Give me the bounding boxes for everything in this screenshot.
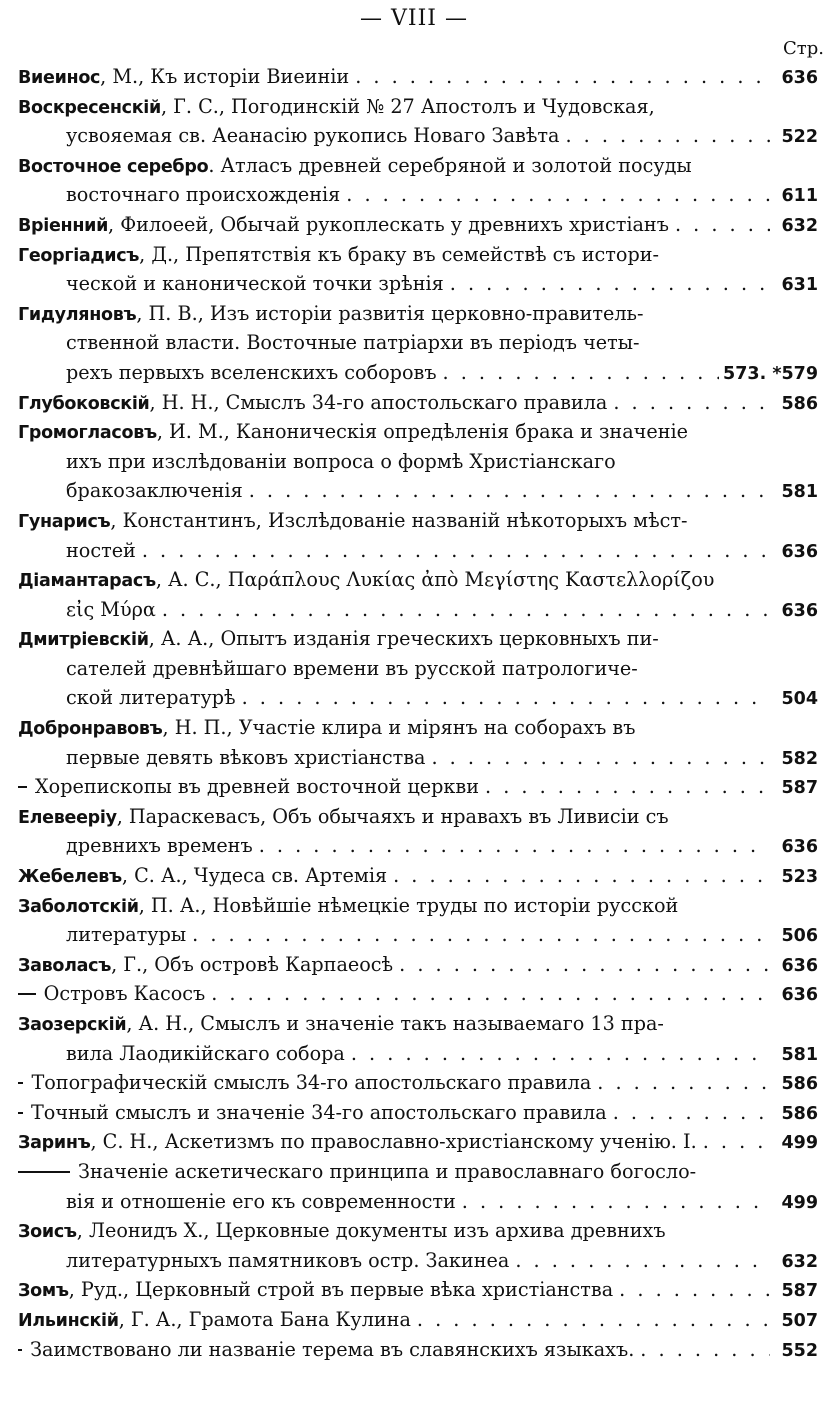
page-number: 499 xyxy=(781,1192,818,1213)
entry-author: Георгiадисъ xyxy=(18,245,140,266)
entry-title-continuation: ческой и канонической точки зрѣнiя xyxy=(66,272,444,296)
index-entries xyxy=(18,62,818,1364)
page-number: 522 xyxy=(781,127,818,148)
entry-title: Хорепископы въ древней восточной церкви xyxy=(35,775,480,799)
entry-first-line xyxy=(18,1216,818,1246)
index-entry xyxy=(18,1305,818,1335)
page-number: 587 xyxy=(781,1281,818,1302)
dot-leader xyxy=(259,831,770,861)
page-number: 631 xyxy=(781,275,818,296)
entry-author: Гунарисъ xyxy=(18,511,111,532)
page-number: 573. *579 xyxy=(723,363,818,384)
entry-first-line xyxy=(18,151,818,181)
dot-leader xyxy=(675,210,770,240)
page-number: 636 xyxy=(781,985,818,1006)
index-entry xyxy=(18,802,818,861)
entry-continuation-line xyxy=(18,743,818,773)
index-entry xyxy=(18,1275,818,1305)
page-number: 499 xyxy=(781,1133,818,1154)
entry-title-continuation: первые девять вѣковъ христiанства xyxy=(66,745,426,769)
entry-continuation-line xyxy=(18,920,818,950)
entry-continuation-line xyxy=(18,121,818,151)
page-number: 636 xyxy=(781,68,818,88)
entry-title: , Г. С., Погодинскiй № 27 Апостолъ и Чудовская, xyxy=(160,94,655,118)
index-entry xyxy=(18,240,818,299)
index-entry xyxy=(18,506,818,565)
index-entry xyxy=(18,891,818,950)
index-entry xyxy=(18,151,818,210)
page-column-label: Стр. xyxy=(783,38,824,59)
entry-first-line xyxy=(18,417,818,447)
entry-title-continuation: ихъ при изслѣдованiи вопроса о формѣ Христiанскаго xyxy=(66,449,616,473)
entry-title: , П. В., Изъ исторiи развитiя церковно-правитель- xyxy=(136,301,644,325)
entry-title-continuation: ственной власти. Восточные патрiархи въ перiодъ четы- xyxy=(66,331,640,355)
entry-first-line xyxy=(18,92,818,122)
entry-author: Заболотскiй xyxy=(18,896,139,917)
entry-first-line xyxy=(18,1335,818,1365)
dot-leader xyxy=(613,1098,770,1128)
entry-title: , А. Н., Смыслъ и значенiе такъ называемаго 13 пра- xyxy=(126,1012,664,1035)
page-number: 504 xyxy=(781,689,818,710)
dot-leader xyxy=(142,536,770,566)
entry-author: Громогласовъ xyxy=(18,423,157,444)
dot-leader xyxy=(443,358,720,388)
entry-first-line xyxy=(18,388,818,418)
entry-title: , Н. Н., Смыслъ 34-го апостольскаго правила xyxy=(149,390,608,414)
dot-leader xyxy=(613,388,770,418)
entry-continuation-line xyxy=(18,358,818,388)
entry-title-continuation: восточнаго происхожденiя xyxy=(66,183,341,207)
page-number: 636 xyxy=(781,600,818,621)
page-number: 552 xyxy=(781,1340,818,1361)
entry-first-line xyxy=(18,772,818,802)
index-entry xyxy=(18,1335,818,1365)
entry-title-continuation: бракозаключенiя xyxy=(66,479,243,503)
dot-leader xyxy=(211,979,770,1009)
entry-first-line xyxy=(18,624,818,654)
dot-leader xyxy=(640,1335,770,1365)
entry-author: Заозерскiй xyxy=(18,1015,127,1035)
entry-author: Зомъ xyxy=(18,1281,69,1302)
dot-leader xyxy=(703,1127,770,1157)
entry-continuation-line xyxy=(18,1039,818,1069)
page-number: 632 xyxy=(781,1251,818,1272)
entry-title: Значенiе аскетическаго принципа и православнаго богосло- xyxy=(78,1159,697,1183)
dot-leader xyxy=(597,1068,770,1098)
entry-title: , Д., Препятствiя къ браку въ семействѣ съ истори- xyxy=(139,242,659,266)
entry-first-line xyxy=(18,713,818,743)
index-entry xyxy=(18,772,818,802)
page-number: 581 xyxy=(781,482,818,503)
page-number: 632 xyxy=(781,215,818,236)
entry-continuation-line xyxy=(18,654,818,684)
dot-leader xyxy=(249,476,770,506)
index-entry xyxy=(18,713,818,772)
entry-first-line xyxy=(18,891,818,921)
entry-first-line xyxy=(18,861,818,891)
entry-title: , А. А., Опытъ изданiя греческихъ церковныхъ пи- xyxy=(148,627,659,651)
dot-leader xyxy=(393,861,770,891)
entry-title: Топографическiй смыслъ 34-го апостольскаго правила xyxy=(31,1071,592,1095)
entry-continuation-line xyxy=(18,476,818,506)
entry-title: , Г., Объ островѣ Карпаеосѣ xyxy=(111,952,394,976)
entry-author: Гидуляновъ xyxy=(18,304,137,325)
entry-continuation-line xyxy=(18,1187,818,1217)
entry-first-line xyxy=(18,1275,818,1305)
page-number: 581 xyxy=(781,1044,818,1065)
entry-first-line xyxy=(18,1127,818,1157)
entry-title: , Леонидъ Х., Церковные документы изъ архива древнихъ xyxy=(76,1219,666,1243)
entry-author: Ильинскiй xyxy=(18,1310,119,1331)
dot-leader xyxy=(619,1275,770,1305)
index-entry xyxy=(18,210,818,240)
index-entry xyxy=(18,861,818,891)
page-number: 636 xyxy=(781,837,818,858)
index-entry xyxy=(18,1157,818,1216)
entry-continuation-line xyxy=(18,328,818,358)
entry-first-line xyxy=(18,506,818,536)
entry-title-continuation: сателей древнѣйшаго времени въ русской патрологиче- xyxy=(66,656,638,680)
entry-author: Заволасъ xyxy=(18,955,112,976)
dot-leader xyxy=(431,743,770,773)
entry-continuation-line xyxy=(18,536,818,566)
entry-title: , П. А., Новѣйшiе нѣмецкiе труды по исторiи русской xyxy=(138,893,679,917)
entry-first-line xyxy=(18,1305,818,1335)
dot-leader xyxy=(346,180,770,210)
entry-title-continuation: ской литературѣ xyxy=(66,686,236,710)
entry-continuation-line xyxy=(18,1246,818,1276)
entry-first-line xyxy=(18,299,818,329)
entry-continuation-line xyxy=(18,683,818,713)
entry-author: Добронравовъ xyxy=(18,719,163,740)
entry-first-line xyxy=(18,565,818,595)
entry-title: Точный смыслъ и значенiе 34-го апостольскаго правила xyxy=(30,1100,607,1124)
page-number: 523 xyxy=(781,867,818,888)
dot-leader xyxy=(242,683,770,713)
entry-title: , Константинъ, Изслѣдованiе названiй нѣкоторыхъ мѣст- xyxy=(110,508,688,532)
page-number: 507 xyxy=(781,1310,818,1331)
index-entry xyxy=(18,950,818,980)
dot-leader xyxy=(399,950,770,980)
entry-title: , Н. П., Участiе клира и мiрянъ на соборахъ въ xyxy=(162,716,636,740)
ditto-dash xyxy=(18,993,36,995)
index-entry xyxy=(18,979,818,1009)
entry-title-continuation: вила Лаодикiйскаго собора xyxy=(66,1041,345,1065)
page-number: 586 xyxy=(781,1103,818,1124)
dot-leader xyxy=(565,121,770,151)
page-number: 582 xyxy=(781,748,818,769)
entry-author: Виеинос xyxy=(18,68,101,88)
entry-first-line xyxy=(18,979,818,1009)
dot-leader xyxy=(192,920,770,950)
entry-author: Врiенний xyxy=(18,215,109,236)
entry-title-continuation: вiя и отношенiе его къ современности xyxy=(66,1189,456,1213)
entry-author: Дмитрiевскiй xyxy=(18,630,149,651)
page-header: — VIII — xyxy=(360,6,468,31)
page-number: 506 xyxy=(781,926,818,947)
dot-leader xyxy=(462,1187,770,1217)
entry-title-continuation: литературныхъ памятниковъ остр. Закинеа xyxy=(66,1248,510,1272)
index-entry xyxy=(18,92,818,151)
index-entry xyxy=(18,1127,818,1157)
entry-title: , Г. А., Грамота Бана Кулина xyxy=(118,1307,411,1331)
entry-continuation-line xyxy=(18,447,818,477)
entry-first-line xyxy=(18,802,818,832)
entry-title: , Филоеей, Обычай рукоплескать у древнихъ христiанъ xyxy=(108,212,669,236)
entry-title-continuation: рехъ первыхъ вселенскихъ соборовъ xyxy=(66,360,437,384)
entry-title: , С. А., Чудеса св. Артемiя xyxy=(121,864,388,888)
page-number: 611 xyxy=(781,186,818,207)
dot-leader xyxy=(515,1246,770,1276)
entry-author: Зоисъ xyxy=(18,1222,77,1243)
entry-continuation-line xyxy=(18,595,818,625)
entry-author: Жебелевъ xyxy=(18,867,122,888)
index-entry xyxy=(18,388,818,418)
entry-first-line xyxy=(18,1098,818,1128)
entry-author: Восточное серебро xyxy=(18,156,209,177)
dot-leader xyxy=(485,772,770,802)
index-entry xyxy=(18,1068,818,1098)
ditto-dash xyxy=(18,1112,23,1114)
ditto-dash xyxy=(18,786,27,788)
entry-first-line xyxy=(18,210,818,240)
index-entry xyxy=(18,624,818,713)
page-number: 587 xyxy=(781,778,818,799)
dot-leader xyxy=(417,1305,770,1335)
entry-first-line xyxy=(18,950,818,980)
entry-author: Заринъ xyxy=(18,1133,91,1154)
dot-leader xyxy=(162,595,770,625)
page-number: 636 xyxy=(781,541,818,562)
dot-leader xyxy=(355,62,770,92)
page-number: 636 xyxy=(781,955,818,976)
entry-author: Воскресенскiй xyxy=(18,97,161,118)
entry-first-line xyxy=(18,240,818,270)
dot-leader xyxy=(351,1039,770,1069)
index-entry xyxy=(18,1216,818,1275)
entry-title-continuation: усвояемая св. Аеанасiю рукопись Новаго Завѣта xyxy=(66,124,560,148)
entry-author: Елевеерiу xyxy=(18,807,117,828)
dot-leader xyxy=(450,269,770,299)
entry-title-continuation: ностей xyxy=(66,538,136,562)
entry-title-continuation: литературы xyxy=(66,923,187,947)
index-entry xyxy=(18,1009,818,1068)
entry-title: Островъ Касосъ xyxy=(43,982,206,1006)
ditto-dash xyxy=(18,1082,23,1084)
entry-title: , С. Н., Аскетизмъ по православно-христiанскому ученiю. I. xyxy=(90,1130,697,1154)
index-entry xyxy=(18,299,818,388)
page-number: 586 xyxy=(781,393,818,414)
entry-title: , Руд., Церковный строй въ первые вѣка христiанства xyxy=(68,1278,614,1302)
page-number: 586 xyxy=(781,1074,818,1095)
entry-first-line xyxy=(18,62,818,92)
ditto-dash xyxy=(18,1171,70,1173)
entry-continuation-line xyxy=(18,180,818,210)
entry-first-line xyxy=(18,1068,818,1098)
entry-title: , Параскевасъ, Объ обычаяхъ и нравахъ въ Ливисiи съ xyxy=(116,804,669,828)
entry-first-line xyxy=(18,1009,818,1039)
entry-title-continuation: древнихъ временъ xyxy=(66,834,253,858)
entry-title: , И. М., Каноническiя опредѣленiя брака и значенiе xyxy=(156,420,688,444)
index-entry xyxy=(18,1098,818,1128)
index-entry xyxy=(18,62,818,92)
entry-author: Дiамантарасъ xyxy=(18,571,156,592)
entry-author: Глубоковскiй xyxy=(18,393,150,414)
entry-title: Заимствовано ли названiе терема въ славянскихъ языкахъ. xyxy=(30,1337,635,1361)
ditto-dash xyxy=(18,1349,22,1351)
entry-title: . Атласъ древней серебряной и золотой посуды xyxy=(208,153,692,177)
entry-continuation-line xyxy=(18,831,818,861)
index-entry xyxy=(18,417,818,506)
entry-title-continuation: εἰς Μύρα xyxy=(66,597,156,621)
entry-title: , М., Къ исторiи Виеинiи xyxy=(100,65,350,88)
entry-first-line xyxy=(18,1157,818,1187)
entry-title: , А. С., Παράπλους Λυκίας ἀπὸ Μεγίστης Καστελλορίζου xyxy=(155,568,715,592)
entry-continuation-line xyxy=(18,269,818,299)
index-entry xyxy=(18,565,818,624)
